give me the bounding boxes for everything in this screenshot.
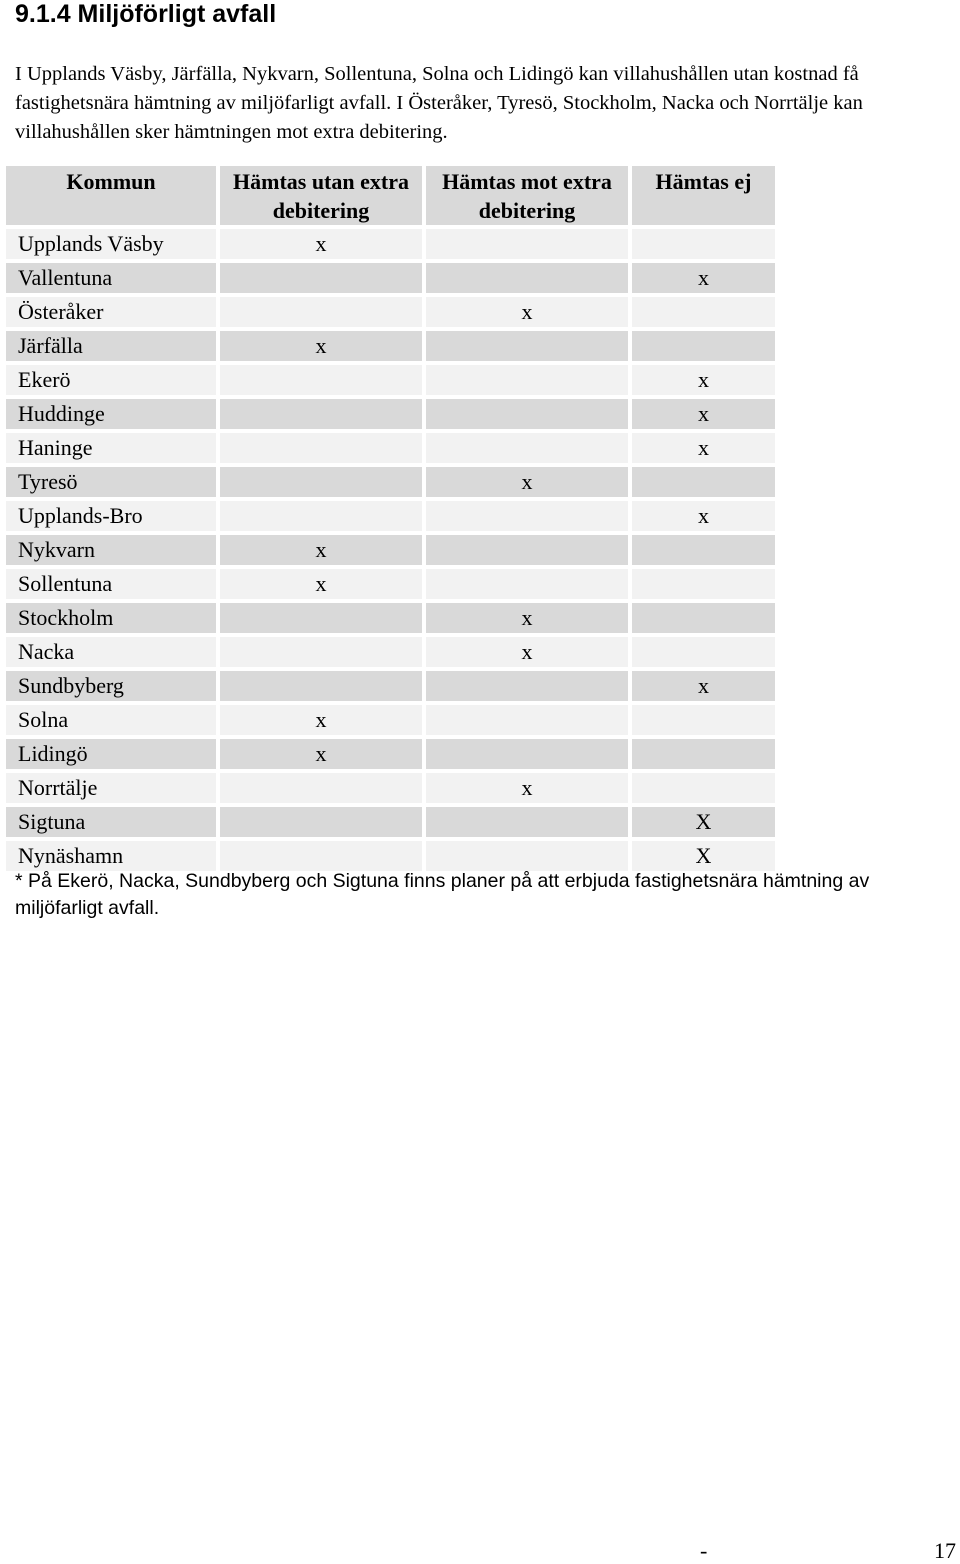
cell-hamtas-ej bbox=[632, 739, 775, 769]
cell-utan-extra bbox=[220, 467, 422, 497]
cell-kommun: Stockholm bbox=[6, 603, 216, 633]
table-row bbox=[6, 501, 775, 531]
table-row bbox=[6, 399, 775, 429]
table-row bbox=[6, 773, 775, 803]
cell-utan-extra bbox=[220, 501, 422, 531]
table-row bbox=[6, 297, 775, 327]
cell-utan-extra bbox=[220, 773, 422, 803]
table-row bbox=[6, 331, 775, 361]
cell-hamtas-ej: x bbox=[632, 433, 775, 463]
cell-mot-extra bbox=[426, 535, 628, 565]
cell-utan-extra bbox=[220, 365, 422, 395]
cell-kommun: Nykvarn bbox=[6, 535, 216, 565]
cell-kommun: Nacka bbox=[6, 637, 216, 667]
cell-kommun: Upplands-Bro bbox=[6, 501, 216, 531]
cell-hamtas-ej bbox=[632, 467, 775, 497]
cell-utan-extra: x bbox=[220, 229, 422, 259]
cell-mot-extra bbox=[426, 807, 628, 837]
table-row bbox=[6, 807, 775, 837]
cell-kommun: Järfälla bbox=[6, 331, 216, 361]
table-row bbox=[6, 739, 775, 769]
cell-mot-extra bbox=[426, 365, 628, 395]
page-number: 17 bbox=[934, 1538, 956, 1563]
cell-kommun: Sollentuna bbox=[6, 569, 216, 599]
cell-hamtas-ej: x bbox=[632, 263, 775, 293]
cell-utan-extra bbox=[220, 671, 422, 701]
table-row bbox=[6, 467, 775, 497]
cell-kommun: Norrtälje bbox=[6, 773, 216, 803]
cell-hamtas-ej bbox=[632, 297, 775, 327]
cell-utan-extra bbox=[220, 399, 422, 429]
cell-kommun: Ekerö bbox=[6, 365, 216, 395]
table-row bbox=[6, 705, 775, 735]
cell-hamtas-ej bbox=[632, 773, 775, 803]
cell-mot-extra bbox=[426, 501, 628, 531]
table-header-row bbox=[6, 166, 775, 225]
cell-mot-extra bbox=[426, 229, 628, 259]
cell-utan-extra: x bbox=[220, 705, 422, 735]
cell-mot-extra: x bbox=[426, 467, 628, 497]
cell-hamtas-ej bbox=[632, 569, 775, 599]
cell-hamtas-ej bbox=[632, 331, 775, 361]
cell-hamtas-ej: x bbox=[632, 399, 775, 429]
cell-mot-extra bbox=[426, 705, 628, 735]
cell-hamtas-ej bbox=[632, 637, 775, 667]
cell-mot-extra bbox=[426, 263, 628, 293]
table-row bbox=[6, 671, 775, 701]
cell-mot-extra bbox=[426, 569, 628, 599]
table-row bbox=[6, 637, 775, 667]
cell-mot-extra bbox=[426, 433, 628, 463]
cell-hamtas-ej: X bbox=[632, 807, 775, 837]
table-row bbox=[6, 229, 775, 259]
table-row bbox=[6, 603, 775, 633]
cell-kommun: Haninge bbox=[6, 433, 216, 463]
intro-paragraph: I Upplands Väsby, Järfälla, Nykvarn, Sollentuna, Solna och Lidingö kan villahushållen utan kostnad få fastighetsnära hämtning av miljöfarligt avfall. I Österåker, Tyresö, Stockholm, Nacka och Norrtälje kan villahushållen sker hämtningen mot extra debitering. bbox=[15, 63, 863, 143]
cell-mot-extra: x bbox=[426, 637, 628, 667]
cell-kommun: Österåker bbox=[6, 297, 216, 327]
cell-utan-extra bbox=[220, 263, 422, 293]
cell-mot-extra: x bbox=[426, 297, 628, 327]
cell-utan-extra: x bbox=[220, 569, 422, 599]
cell-kommun: Nynäshamn bbox=[6, 841, 216, 871]
cell-hamtas-ej: x bbox=[632, 671, 775, 701]
cell-hamtas-ej bbox=[632, 705, 775, 735]
header-hamtas-ej: Hämtas ej bbox=[632, 166, 775, 225]
table-row bbox=[6, 365, 775, 395]
cell-hamtas-ej: X bbox=[632, 841, 775, 871]
section-heading: 9.1.4 Miljöförligt avfall bbox=[15, 0, 277, 28]
cell-mot-extra bbox=[426, 739, 628, 769]
cell-kommun: Solna bbox=[6, 705, 216, 735]
cell-hamtas-ej bbox=[632, 603, 775, 633]
cell-kommun: Upplands Väsby bbox=[6, 229, 216, 259]
footnote: * På Ekerö, Nacka, Sundbyberg och Sigtuna finns planer på att erbjuda fastighetsnära hämtning av miljöfarligt avfall. bbox=[15, 870, 870, 919]
cell-hamtas-ej bbox=[632, 229, 775, 259]
cell-utan-extra: x bbox=[220, 739, 422, 769]
cell-utan-extra bbox=[220, 807, 422, 837]
cell-utan-extra: x bbox=[220, 331, 422, 361]
cell-kommun: Vallentuna bbox=[6, 263, 216, 293]
cell-mot-extra: x bbox=[426, 603, 628, 633]
table-row bbox=[6, 433, 775, 463]
page-number-dash: - bbox=[700, 1538, 708, 1563]
cell-utan-extra bbox=[220, 297, 422, 327]
cell-hamtas-ej bbox=[632, 535, 775, 565]
waste-collection-table bbox=[2, 162, 779, 875]
cell-mot-extra bbox=[426, 331, 628, 361]
table-row bbox=[6, 569, 775, 599]
cell-hamtas-ej: x bbox=[632, 365, 775, 395]
cell-kommun: Lidingö bbox=[6, 739, 216, 769]
cell-utan-extra bbox=[220, 841, 422, 871]
cell-mot-extra bbox=[426, 399, 628, 429]
cell-mot-extra bbox=[426, 841, 628, 871]
header-mot-extra: Hämtas mot extra debitering bbox=[426, 166, 628, 225]
header-kommun: Kommun bbox=[6, 166, 216, 225]
cell-utan-extra bbox=[220, 433, 422, 463]
table-row bbox=[6, 263, 775, 293]
table-row bbox=[6, 841, 775, 871]
cell-kommun: Sundbyberg bbox=[6, 671, 216, 701]
cell-kommun: Tyresö bbox=[6, 467, 216, 497]
table-row bbox=[6, 535, 775, 565]
header-utan-extra: Hämtas utan extra debitering bbox=[220, 166, 422, 225]
cell-hamtas-ej: x bbox=[632, 501, 775, 531]
cell-utan-extra: x bbox=[220, 535, 422, 565]
cell-utan-extra bbox=[220, 603, 422, 633]
cell-kommun: Huddinge bbox=[6, 399, 216, 429]
cell-utan-extra bbox=[220, 637, 422, 667]
cell-mot-extra: x bbox=[426, 773, 628, 803]
cell-kommun: Sigtuna bbox=[6, 807, 216, 837]
cell-mot-extra bbox=[426, 671, 628, 701]
